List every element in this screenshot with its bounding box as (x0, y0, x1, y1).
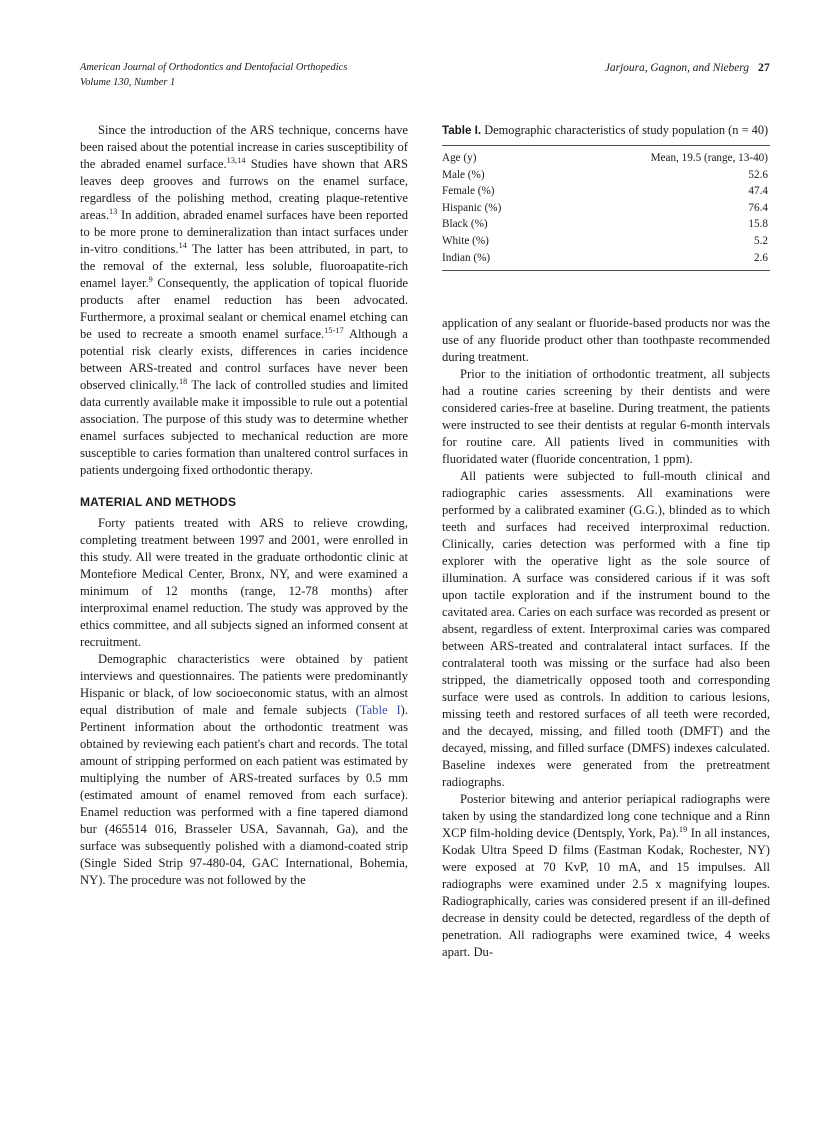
paragraph: All patients were subjected to full-mouth clinical and radiographic caries assessments. All examinations were performed by a calibrated examiner (G.G.), blinded as to which teeth and surfaces had received interproximal reduction. Clinically, caries detection was performed with a fine tip explorer with the operative light as the sole source of illumination. A surface was considered carious if it was soft upon tactile exploration and if the instrument bound to the cavitated area. Caries on each surface was recorded as present or absent, regardless of extent. Interproximal caries was compared between ARS-treated and contralateral intact surfaces. If the contralateral tooth was missing or the surface had also been stripped, the diametrically opposed tooth and corresponding surface were used as controls. In addition to carious lesions, missing teeth and restored surfaces of all teeth were recorded, and the decayed, missing, and filled tooth (DMFT) and the decayed, missing, and filled surface (DMFS) indexes calculated. Baseline indexes were generated from the pretreatment radiographs. (442, 468, 770, 789)
table-1-caption (442, 122, 770, 139)
table-cell-value: 47.4 (748, 185, 768, 198)
volume-issue: Volume 130, Number 1 (80, 77, 176, 88)
running-head-journal (80, 60, 347, 90)
running-head (80, 60, 770, 96)
table-cell-value: 2.6 (754, 251, 768, 264)
running-head-authors (605, 60, 770, 76)
reference-superscript[interactable]: 13 (109, 206, 118, 216)
table-row (442, 250, 770, 270)
paragraph: Prior to the initiation of orthodontic treatment, all subjects had a routine caries screening by their dentists and were considered caries-free at baseline. During treatment, the patients were instructed to see their dentists at regular 6-month intervals for routine care. All patients lived in communities with fluoridated water (fluoride concentration, 1 ppm). (442, 366, 770, 466)
introduction-continued (80, 122, 408, 479)
table-cell-value: 52.6 (748, 168, 768, 181)
table-1-block (442, 122, 770, 271)
table-row (442, 167, 770, 184)
table-row (442, 184, 770, 201)
article-body (80, 122, 770, 1072)
table-row (442, 217, 770, 234)
reference-superscript[interactable]: 18 (178, 376, 188, 386)
table-cell-label: Black (%) (442, 218, 488, 231)
reference-superscript[interactable]: 14 (178, 240, 187, 250)
table-cell-value: Mean, 19.5 (range, 13-40) (650, 152, 768, 164)
table-1-demographics (442, 146, 770, 270)
paragraph: Demographic characteristics were obtained by patient interviews and questionnaires. The patients were predominantly Hispanic or black, of low socioeconomic status, with an almost equal distribution of male and female subjects (Table I). Pertinent information about the orthodontic treatment was obtained by reviewing each patient's chart and records. The total amount of stripping performed on each patient was estimated by multiplying the number of ARS-treated surfaces by 0.5 mm (estimated amount of enamel removed from each surface). Enamel reduction was performed with a fine tapered diamond bur (465514 016, Brasseler USA, Savannah, Ga), and the surface was subsequently polished with a diamond-coated strip (Single Sided Strip 97-480-04, GAC International, Bohemia, NY). The procedure was not followed by the (80, 652, 408, 887)
table-cell-label: White (%) (442, 234, 489, 247)
table-1-label: Table I. (442, 124, 482, 137)
table-1-caption-text: Demographic characteristics of study population (n = 40) (481, 123, 769, 137)
page-number: 27 (758, 61, 770, 74)
column-left (80, 122, 408, 889)
table-row (442, 146, 770, 167)
table-cell-value: 5.2 (754, 234, 768, 247)
table-cross-reference-link[interactable]: Table I (359, 703, 401, 717)
table-cell-label: Age (y) (442, 152, 477, 164)
table-row (442, 200, 770, 217)
table-cell-value: 76.4 (748, 201, 768, 214)
column-right (442, 122, 770, 961)
methods-paragraphs (80, 515, 408, 889)
table-bottom-rule (442, 270, 770, 271)
table-cell-label: Hispanic (%) (442, 201, 502, 214)
table-cell-label: Indian (%) (442, 251, 491, 264)
paragraph: application of any sealant or fluoride-based products nor was the use of any fluoride product other than toothpaste recommended during treatment. (442, 315, 770, 364)
right-column-paragraphs (442, 315, 770, 961)
table-body (442, 146, 770, 270)
paragraph: Forty patients treated with ARS to relieve crowding, completing treatment between 1997 and 2001, were enrolled in this study. All were treated in the graduate orthodontic clinic at Montefiore Medical Center, Bronx, NY, and were examined a minimum of 12 months (range, 12-78 months) after interproximal enamel reduction. The study was approved by the ethics committee, and all subjects signed an informed consent at recruitment. (80, 516, 408, 649)
section-heading-material-and-methods: MATERIAL AND METHODS (80, 495, 237, 509)
table-cell-label: Male (%) (442, 168, 485, 181)
reference-superscript[interactable]: 15-17 (324, 325, 344, 335)
reference-superscript[interactable]: 19 (678, 824, 688, 834)
reference-superscript[interactable]: 9 (148, 274, 153, 284)
author-names: Jarjoura, Gagnon, and Nieberg (604, 62, 749, 74)
table-cell-value: 15.8 (748, 218, 768, 231)
table-row (442, 233, 770, 250)
journal-title: American Journal of Orthodontics and Dentofacial Orthopedics (80, 62, 348, 73)
paragraph: Since the introduction of the ARS technique, concerns have been raised about the potential increase in caries susceptibility of the abraded enamel surface.$^{13,14}$ Studies have shown that ARS leaves deep grooves and furrows on the enamel surface, regardless of the polishing method, creating plaque-retentive areas.$^{13}$ In addition, abraded enamel surfaces have been reported to be more prone to demineralization than intact surfaces under in-vitro conditions.$^{14}$ The latter has been attributed, in part, to the removal of the external, less soluble, fluoroapatite-rich enamel layer.$^9$ Consequently, the application of topical fluoride products after enamel reduction has been advocated. Furthermore, a proximal sealant or chemical enamel etching can be used to recreate a smooth enamel surface.$^{15-17}$ Although a potential risk clearly exists, differences in caries incidence between ARS-treated and control surfaces have never been observed clinically.$^{18}$ The lack of controlled studies and limited data currently available make it impossible to rule out a potential association. The purpose of this study was to determine whether enamel surfaces subjected to mechanical reduction are more susceptible to caries formation than unaltered control surfaces in patients undergoing fixed orthodontic therapy. (80, 123, 409, 477)
paragraph: Posterior bitewing and anterior periapical radiographs were taken by using the standardized long cone technique and a Rinn XCP film-holding device (Dentsply, York, Pa).$^{19}$ In all instances, Kodak Ultra Speed D films (Eastman Kodak, Rochester, NY) were exposed at 70 KvP, 10 mA, and 15 impulses. All radiographs were examined under 2.5 x magnifying loupes. Radiographically, caries was considered present if an ill-defined decrease in density could be detected, regardless of the depth of penetration. All radiographs were examined twice, 4 weeks apart. Du- (442, 791, 770, 959)
table-cell-label: Female (%) (442, 185, 495, 198)
reference-superscript[interactable]: 13,14 (226, 155, 246, 165)
